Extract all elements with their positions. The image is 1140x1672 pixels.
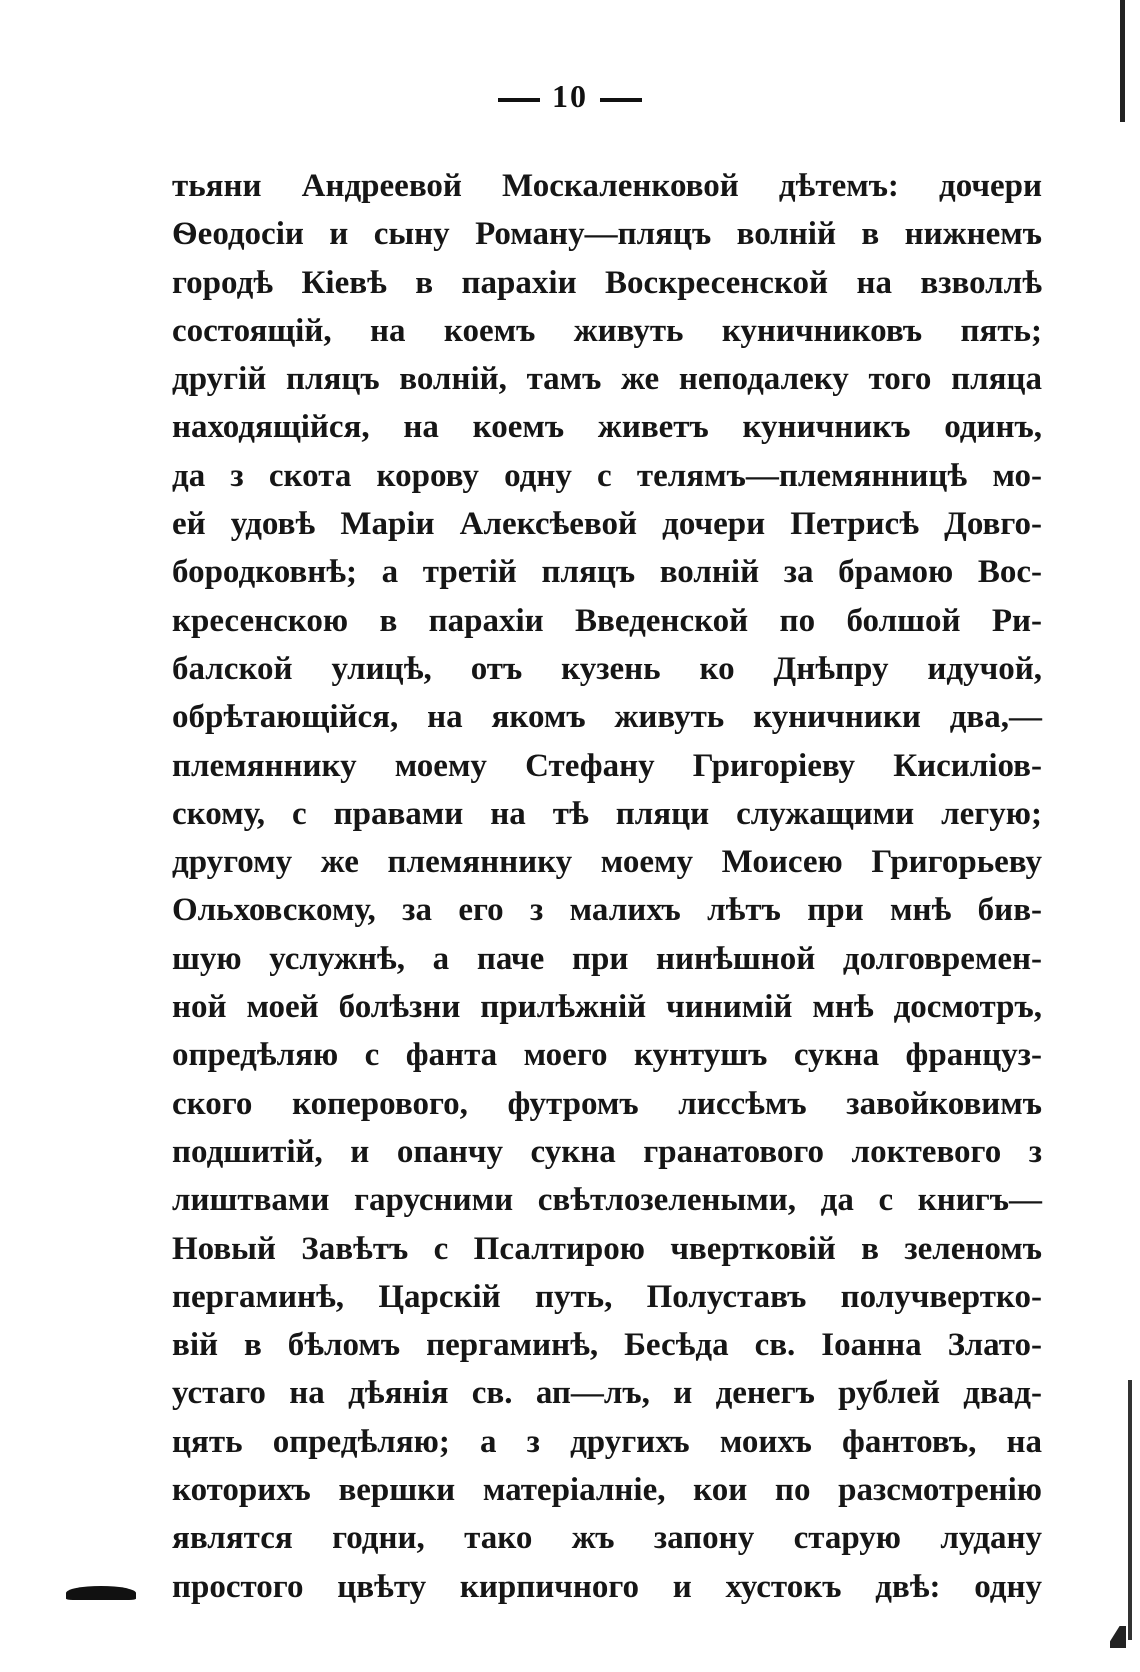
text-line: опредѣляю с фанта моего кунтушъ сукна француз- bbox=[172, 1037, 1042, 1074]
scan-ink-blot bbox=[66, 1586, 136, 1600]
text-line: Ольховскому, за его з малихъ лѣтъ при мнѣ бив- bbox=[172, 892, 1042, 929]
text-line: состоящій, на коемъ живуть куничниковъ пять; bbox=[172, 312, 1042, 349]
text-line: племяннику моему Стефану Григоріеву Кисиліов- bbox=[172, 747, 1042, 784]
text-line: городѣ Кіевѣ в парахіи Воскресенской на взволлѣ bbox=[172, 264, 1042, 301]
text-line: простого цвѣту кирпичного и хустокъ двѣ: одну bbox=[172, 1568, 1042, 1605]
scan-corner-mark bbox=[1110, 1626, 1126, 1648]
text-line: скому, с правами на тѣ пляци служащими легую; bbox=[172, 795, 1042, 832]
text-line: Ѳеодосіи и сыну Роману—пляцъ волній в нижнемъ bbox=[172, 216, 1042, 253]
header-dash-left bbox=[498, 98, 540, 102]
text-line: балской улицѣ, отъ кузень ко Днѣпру идучой, bbox=[172, 650, 1042, 687]
text-line: ной моей болѣзни прилѣжній чинимій мнѣ досмотръ, bbox=[172, 989, 1042, 1026]
text-line: находящійся, на коемъ живетъ куничникъ одинъ, bbox=[172, 409, 1042, 446]
text-line: кресенскою в парахіи Введенской по болшой Ри- bbox=[172, 602, 1042, 639]
text-line: которихъ вершки матеріалніе, кои по разсмотренію bbox=[172, 1472, 1042, 1509]
text-line: да з скота корову одну с телямъ—племянницѣ мо- bbox=[172, 457, 1042, 494]
body-text bbox=[172, 162, 1042, 1611]
text-line: вій в бѣломъ пергаминѣ, Бесѣда св. Іоанна Злато- bbox=[172, 1327, 1042, 1364]
text-line: обрѣтающійся, на якомъ живуть куничники два,— bbox=[172, 699, 1042, 736]
text-line: шую услужнѣ, а паче при нинѣшной долговремен- bbox=[172, 940, 1042, 977]
scan-edge-rule-bottom bbox=[1128, 1380, 1132, 1640]
text-line: бородковнѣ; а третій пляцъ волній за брамою Вос- bbox=[172, 554, 1042, 591]
text-line: другому же племяннику моему Моисею Григорьеву bbox=[172, 844, 1042, 881]
text-line: подшитій, и опанчу сукна гранатового локтевого з bbox=[172, 1133, 1042, 1170]
header-dash-right bbox=[600, 98, 642, 102]
text-line: цять опредѣляю; а з другихъ моихъ фантовъ, на bbox=[172, 1423, 1042, 1460]
text-line: Новый Завѣтъ с Псалтирою чвертковій в зеленомъ bbox=[172, 1230, 1042, 1267]
text-line: ей удовѣ Маріи Алексѣевой дочери Петрисѣ Довго- bbox=[172, 506, 1042, 543]
text-line: устаго на дѣянія св. ап—лъ, и денегъ рублей двад- bbox=[172, 1375, 1042, 1412]
text-line: тьяни Андреевой Москаленковой дѣтемъ: дочери bbox=[172, 168, 1042, 204]
text-line: ского коперового, футромъ лиссѣмъ завойковимъ bbox=[172, 1085, 1042, 1122]
text-line: являтся годни, тако жъ запону старую лудану bbox=[172, 1520, 1042, 1557]
page-number: 10 bbox=[552, 78, 588, 114]
text-line: другій пляцъ волній, тамъ же неподалеку того пляца bbox=[172, 361, 1042, 398]
text-line: пергаминѣ, Царскій путь, Полуставъ получвертко- bbox=[172, 1278, 1042, 1315]
text-line: лиштвами гарусними свѣтлозелеными, да с книгъ— bbox=[172, 1182, 1042, 1219]
page-header bbox=[0, 78, 1140, 115]
